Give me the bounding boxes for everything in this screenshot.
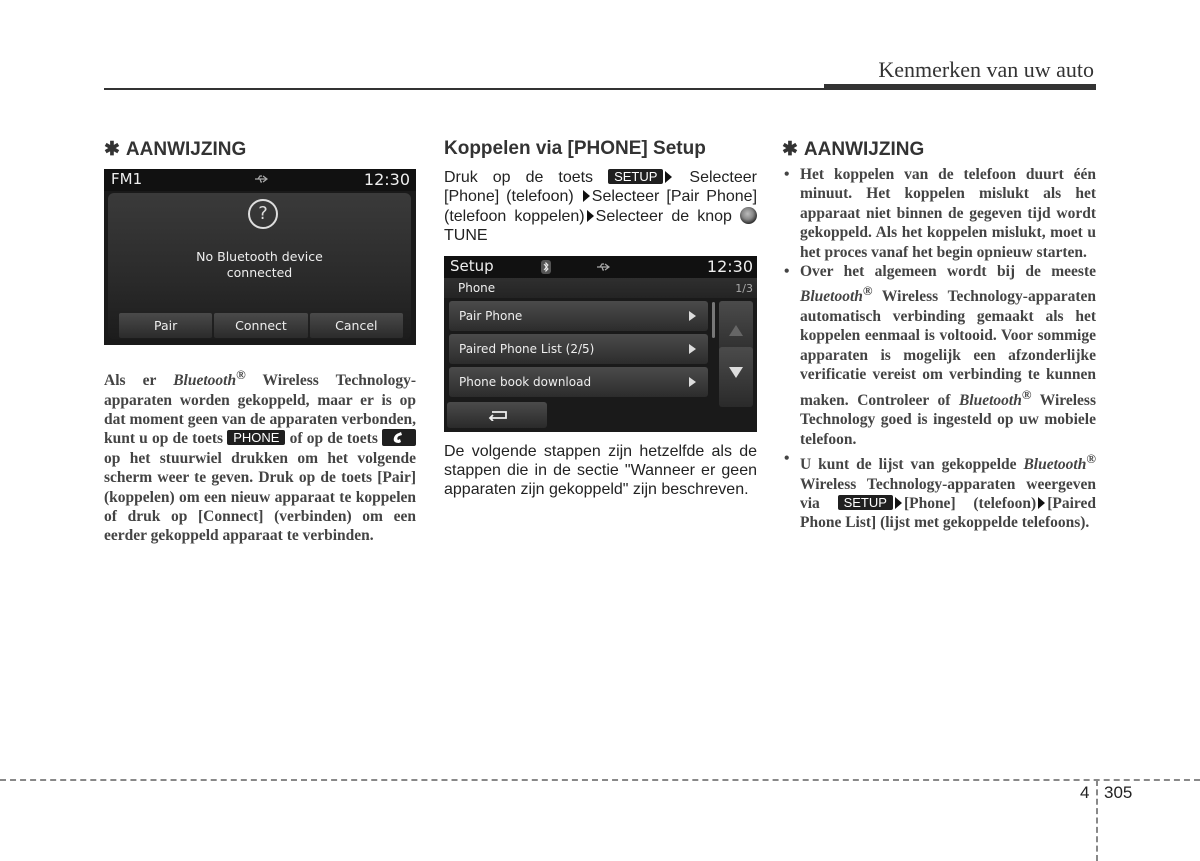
note-heading: ✱ AANWIJZING	[104, 139, 247, 160]
header-rule-thin	[104, 88, 824, 90]
menu-item-phone-book-download[interactable]: Phone book download	[449, 367, 708, 397]
header-rule-thick	[824, 84, 1096, 90]
page-indicator: 1/3	[735, 281, 753, 295]
chapter-number: 4	[1080, 783, 1090, 802]
question-icon: ?	[248, 199, 278, 229]
menu-item-paired-phone-list[interactable]: Paired Phone List (2/5)	[449, 334, 708, 364]
arrow-right-icon	[689, 344, 696, 354]
asterisk-icon: ✱	[782, 139, 798, 160]
no-device-screen	[104, 169, 416, 345]
usb-icon	[254, 175, 268, 183]
setup-phone-screen	[444, 256, 757, 432]
arrow-right-icon	[1038, 497, 1045, 509]
footer-divider	[1096, 780, 1098, 861]
cancel-button[interactable]: Cancel	[310, 313, 403, 338]
column-right	[782, 138, 1096, 533]
arrow-right-icon	[689, 377, 696, 387]
arrow-right-icon	[587, 210, 594, 222]
submenu-bar	[444, 278, 757, 298]
paragraph-next-steps: De volgende stappen zijn hetzelfde als de stappen die in de sectie "Wanneer er geen apparaten zijn gekoppeld" zijn beschreven.	[444, 442, 757, 499]
column-middle	[444, 138, 757, 500]
note-heading: ✱ AANWIJZING	[782, 139, 925, 160]
dialog-buttons	[119, 313, 403, 338]
paragraph-steps: Druk op de toets SETUP Selecteer [Phone] (telefoon) Selecteer [Pair Phone] (telefoon koppelen) Selecteer de knop TUNE	[444, 169, 758, 245]
column-left	[104, 138, 416, 546]
back-icon	[487, 409, 509, 421]
arrow-right-icon	[583, 190, 590, 202]
page-number: 305	[1104, 783, 1133, 802]
back-button[interactable]	[447, 402, 547, 428]
status-bar	[104, 169, 416, 191]
arrow-right-icon	[689, 311, 696, 321]
note-bullet: • U kunt de lijst van gekoppelde Bluetooth® Wireless Technology-apparaten weergeven via SETUP [Phone] (telefoon) [Paired Phone List] (lijst met gekoppelde telefoons).	[784, 450, 1097, 532]
footer-rule	[0, 779, 1200, 781]
tune-knob-icon	[740, 207, 757, 224]
bluetooth-icon	[541, 260, 551, 274]
scroll-down-button[interactable]	[719, 347, 753, 407]
asterisk-icon: ✱	[104, 139, 120, 160]
submenu-title: Phone	[458, 280, 496, 295]
handset-key-icon	[382, 429, 416, 446]
section-heading: Koppelen via [PHONE] Setup	[444, 138, 706, 159]
pair-button[interactable]: Pair	[119, 313, 212, 338]
arrow-up-icon	[729, 325, 743, 336]
usb-icon	[596, 263, 610, 271]
running-header: Kenmerken van uw auto	[878, 57, 1094, 82]
scrollbar[interactable]	[712, 302, 715, 338]
dialog-message: No Bluetooth device connected	[196, 249, 323, 280]
arrow-down-icon	[729, 367, 743, 378]
status-bar	[444, 256, 757, 278]
clock: 12:30	[706, 256, 753, 276]
note-bullet: • Het koppelen van de telefoon duurt één minuut. Het koppelen mislukt als het apparaat niet binnen de gegeven tijd wordt gekoppeld. Als het koppelen mislukt, moet u het proces vanaf het begin opnieuw starten.	[784, 166, 1096, 261]
phone-key-label: PHONE	[227, 430, 285, 445]
arrow-right-icon	[665, 171, 672, 183]
menu-item-pair-phone[interactable]: Pair Phone	[449, 301, 708, 331]
screen-title: Setup	[450, 256, 494, 275]
setup-key-label: SETUP	[838, 495, 893, 510]
paragraph-pairing-intro: Als er Bluetooth® Wireless Technology-apparaten worden gekoppeld, maar er is op dat moment geen van de apparaten verbonden, kunt u op de toets PHONE of op de toets op het stuurwiel drukken om het volgende scherm weer te geven. Druk op de toets [Pair] (koppelen) om een nieuw apparaat te koppelen of druk op [Connect] (verbinden) om een eerder gekoppeld apparaat te verbinden.	[104, 367, 416, 545]
connect-button[interactable]: Connect	[214, 313, 307, 338]
dialog-panel	[108, 193, 411, 339]
source-label: FM1	[111, 170, 143, 188]
arrow-right-icon	[895, 497, 902, 509]
clock: 12:30	[363, 170, 410, 189]
setup-key-label: SETUP	[608, 169, 663, 184]
note-bullet: • Over het algemeen wordt bij de meeste Bluetooth® Wireless Technology-apparaten automatisch verbinding gemaakt als het koppelen eenmaal is voltooid. Voor sommige apparaten is mogelijk een afzonderlijke verificatie vereist om verbinding te kunnen maken. Controleer of Bluetooth® Wireless Technology goed is ingesteld op uw mobiele telefoon.	[784, 263, 1096, 448]
